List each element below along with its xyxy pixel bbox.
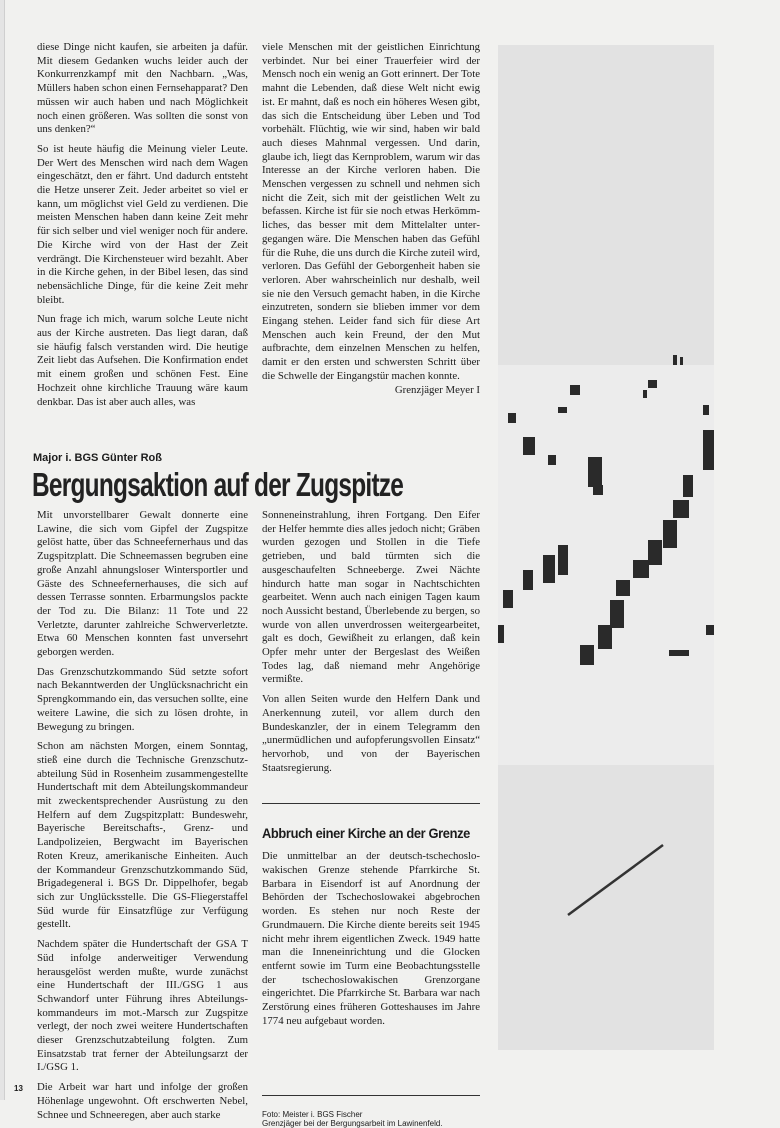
main-article-column-2 xyxy=(262,509,480,1128)
divider xyxy=(262,803,480,804)
side-article-headline: Abbruch einer Kirche an der Grenze xyxy=(262,825,470,842)
paragraph: viele Menschen mit der geistlichen Einrichtung verbindet. Nur bei einer Trauerfeier wird der Mensch noch ein wenig an Gott erinnert. Der Tote mahnt die Lebenden, daß diese Welt nicht ewig ist. Er mahnt, daß es noch ein höheres Wesen gibt, das sich die Entscheidung über Leben und Tod vorbehält. Flüchtig, wie wir sind, haben wir bald auch dieses Mahnmal vergessen. Und darin, glaube ich, liegt das Kernproblem, warum wir das Interesse an der Kirche verloren haben. Die Menschen vergessen zu schnell und nehmen sich nicht die Zeit, sich mit der geistlichen Welt zu befassen. Kirche ist für sie noch etwas Herkömmliches, das besser mit dem Mittelalter untergegangen wäre. Die Menschen haben das Gefühl für die Ruhe, die uns durch die Kirche zuteil wird, verloren. Das Gefühl der Geborgenheit haben sie verloren. Aber wahrscheinlich nur deshalb, weil sie nie den Versuch gemacht haben, in die Kirche einzutreten, sondern sie blieben immer vor dem Eingang stehen. Leider fand sich für diese Art Menschen auch kein Freund, der den Mut aufbrachte, dem einzelnen Menschen zu helfen, damit er den ersten und schwersten Schritt über die Schwelle der Eingangstür machen konnte. xyxy=(262,41,480,382)
photo-caption-text: Grenzjäger bei der Bergungsarbeit im Lawinenfeld. xyxy=(262,1119,443,1128)
paragraph: Nachdem später die Hundertschaft der GSA T Süd infolge anderweitiger Verwendung herausgelöst werden mußte, wurde zunächst eine Hundertschaft der III./GSG 1 aus Schwandorf unter Führung ihres Abteilungskommandeurs im mot.-Marsch zur Zugspitze verlegt, der noch zwei weitere Hundertschaften dieser Grenzschutzabteilung folgten. Zum Einsatzstab trat ferner der Abteilungsarzt der I./GSG 1. xyxy=(37,938,248,1074)
paragraph: So ist heute häufig die Meinung vieler Leute. Der Wert des Menschen wird nach dem Wagen eingeschätzt, den er fährt. Und dadurch entsteht die Hetze unserer Zeit. Jeder arbeitet so viel er kann, um möglichst viel Geld zu verdienen. Die meisten Menschen haben dann keine Zeit mehr für sich selber und viel weniger noch für andere. Die Kirche wird von der Hast der Zeit verdrängt. Die Kirchensteuer wird bezahlt. Aber in die Kirche gehen, in der Bibel lesen, das sind nebensächliche Dinge, für die keine Zeit mehr bleibt. xyxy=(37,142,248,306)
top-article-column-2 xyxy=(262,41,480,451)
avalanche-rescue-photo xyxy=(498,45,714,1050)
paragraph: Schon am nächsten Morgen, einem Sonntag, stieß eine durch die Technische Grenzschutzabteilung Süd in Rosenheim zusammengestellte Hundertschaft mit dem Abteilungskommandeur mit zweckentsprechender Ausrüstung zu den Helfern auf dem Zugspitzplatt: Bundeswehr, Bayerische Bereitschafts-, Grenz- und Landpolizeien, Bergwacht im Bayerischen Roten Kreuz, amerikanische Einheiten. Auch der Kommandeur Grenzschutzkommando Süd, Brigadegeneral i. BGS Dr. Dippelhofer, begab sich zur Unglücksstelle. Die GS-Fliegerstaffel Süd wurde für Einsatzflüge zur Verfügung gestellt. xyxy=(37,740,248,931)
top-article xyxy=(37,41,480,451)
photo-image xyxy=(498,45,714,1050)
paragraph: Mit unvorstellbarer Gewalt donnerte eine Lawine, die sich vom Gipfel der Zugspitze gelöst hatte, über das Schneefernerhaus und das Zugspitzplatt. Die Schneemassen begruben eine große Anzahl ahnungsloser Wintersportler und Gäste des Schneefernerhauses, die sich auf dessen Terrasse sonnten. Erbarmungslos packte der Tod zu. Die Bilanz: 11 Tote und 22 Verletzte, darunter zahlreiche Schwerverletzte. Etwa 60 Menschen konnten fast unversehrt geborgen werden. xyxy=(37,509,248,659)
top-article-column-1 xyxy=(37,41,248,451)
paragraph: Sonneneinstrahlung, ihren Fortgang. Den Eifer der Helfer hemmte dies alles jedoch nicht; Gräben wurden gezogen und Stollen in die Tiefe getrieben, und bald türmten sich die ausgeschaufelten Schneeberge. Zwei Nächte hindurch hatte man sogar in Nachtschichten gearbeitet. Wenn auch nach einigen Tagen kaum noch Aussicht bestand, Überlebende zu bergen, so wurde von allen unverdrossen weitergearbeitet, galt es doch, Gewißheit zu erlangen, daß kein Opfer mehr unter der Bergeslast des Weißen Todes lag, daß niemand mehr Angehörige vermißte. xyxy=(262,509,480,686)
page-content xyxy=(32,41,480,1128)
paragraph: Die unmittelbar an der deutsch-tschechoslowakischen Grenze stehende Pfarrkirche St. Barbara in Eisendorf ist auf Anordnung der Behörden der Tschechoslowakei abgebrochen worden. Es stehen nur noch Reste der Grundmauern. Die Kirche diente bereits seit 1945 nicht mehr ihrem eigentlichen Zweck. 1949 hatte man die Inneneinrichtung und die Glocken entfernt sowie im Turm eine Beobachtungsstelle der tschechoslowakischen Grenzorgane eingerichtet. Die Pfarrkirche St. Barbara war nach Zerstörung eines früheren Gotteshauses im Jahre 1774 neu aufgebaut worden. xyxy=(262,850,480,1027)
byline: Major i. BGS Günter Roß xyxy=(33,452,162,464)
photo-credit: Foto: Meister i. BGS Fischer xyxy=(262,1110,363,1120)
main-article-column-1 xyxy=(37,509,248,1128)
paragraph: Nun frage ich mich, warum solche Leute nicht aus der Kirche austreten. Das liegt daran, daß sie häufig falsch verstanden wird. Die heutige Zeit liebt das Aufsehen. Die Konfirmation endet mit einem großen und schönen Fest. Eine Hochzeit ohne kirchliche Trauung wäre kaum denkbar. Das ist aber auch alles, was xyxy=(37,313,248,408)
page-number: 13 xyxy=(14,1084,23,1093)
paragraph: Von allen Seiten wurde den Helfern Dank und Anerkennung zuteil, vor allem durch den Bundeskanzler, der in einem Telegramm den „unermüdlichen und aufopferungsvollen Einsatz“ hervorhob, und von der Bayerischen Staatsregierung. xyxy=(262,693,480,774)
divider xyxy=(262,1095,480,1096)
paragraph: Die Arbeit war hart und infolge der großen Höhenlage ungewohnt. Oft erschwerten Nebel, Schnee und Schneeregen, aber auch starke xyxy=(37,1081,248,1121)
author-signature: Grenzjäger Meyer I xyxy=(394,383,480,396)
page-edge xyxy=(0,0,5,1100)
photo-caption xyxy=(262,1110,480,1128)
paragraph: Das Grenzschutzkommando Süd setzte sofort nach Bekanntwerden der Unglücksnachricht ein Sprengkommando ein, das versuchen sollte, eine weitere Lawine, die sich zu lösen drohte, in Bewegung zu bringen. xyxy=(37,665,248,733)
headline: Bergungsaktion auf der Zugspitze xyxy=(32,466,404,503)
main-article xyxy=(37,509,480,1128)
paragraph: diese Dinge nicht kaufen, sie arbeiten ja dafür. Mit diesem Gedanken wuchs leider auch der Konkurrenzkampf mit den Nachbarn. „Was, Müllers haben schon einen Fernsehapparat? Den müssen wir auch haben und nach Möglichkeit noch einen größeren. Was sollten die sonst von uns denken?“ xyxy=(37,41,248,136)
